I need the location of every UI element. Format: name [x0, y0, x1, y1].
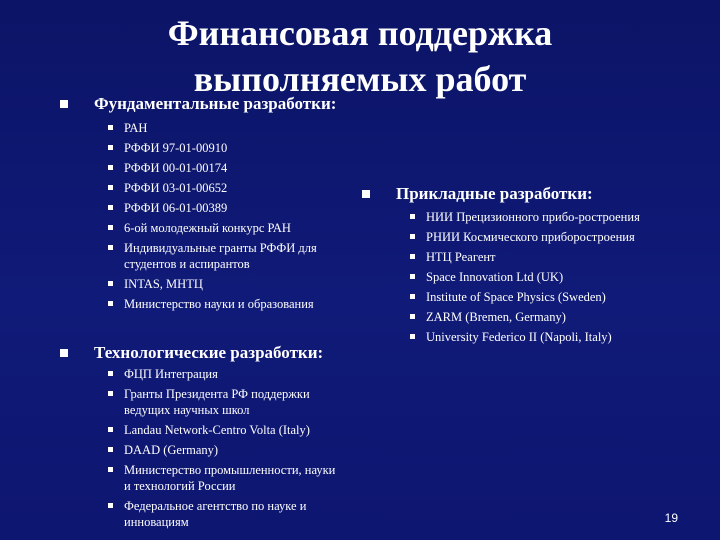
square-bullet-icon — [108, 125, 113, 130]
technological-heading-text: Технологические разработки: — [94, 343, 324, 362]
list-item-text: ZARM (Bremen, Germany) — [426, 310, 566, 324]
list-item — [426, 269, 696, 285]
list-item — [426, 209, 696, 225]
square-bullet-icon — [108, 225, 113, 230]
square-bullet-icon — [410, 214, 415, 219]
list-item — [124, 498, 344, 530]
list-item-text: INTAS, МНТЦ — [124, 277, 203, 291]
square-bullet-icon — [108, 371, 113, 376]
list-item-text: ФЦП Интеграция — [124, 367, 218, 381]
square-bullet-icon — [410, 234, 415, 239]
square-bullet-icon — [108, 427, 113, 432]
list-item — [124, 276, 349, 292]
list-item-text: НТЦ Реагент — [426, 250, 496, 264]
list-item-text: РФФИ 06-01-00389 — [124, 201, 228, 215]
slide-title — [120, 10, 600, 102]
list-item — [426, 309, 696, 325]
square-bullet-icon — [60, 349, 68, 357]
list-item-text: Гранты Президента РФ поддержки ведущих научных школ — [124, 387, 310, 417]
page-number: 19 — [664, 511, 678, 525]
list-item-text: Индивидуальные гранты РФФИ для студентов и аспирантов — [124, 241, 317, 271]
square-bullet-icon — [108, 301, 113, 306]
list-item-text: Министерство промышленности, науки и технологий России — [124, 463, 336, 493]
square-bullet-icon — [60, 100, 68, 108]
list-item-text: 6-ой молодежный конкурс РАН — [124, 221, 291, 235]
list-item-text: DAAD (Germany) — [124, 443, 219, 457]
list-item — [124, 160, 349, 176]
list-item-text: Федеральное агентство по науке и инновациям — [124, 499, 307, 529]
square-bullet-icon — [362, 190, 370, 198]
list-item-text: РНИИ Космического приборостроения — [426, 230, 635, 244]
square-bullet-icon — [410, 254, 415, 259]
square-bullet-icon — [410, 314, 415, 319]
square-bullet-icon — [108, 281, 113, 286]
slide-title-line2: выполняемых работ — [193, 59, 527, 99]
list-item — [426, 329, 696, 345]
technological-list — [124, 366, 344, 534]
list-item — [124, 442, 344, 458]
square-bullet-icon — [108, 165, 113, 170]
list-item-text: РФФИ 03-01-00652 — [124, 181, 228, 195]
square-bullet-icon — [108, 205, 113, 210]
list-item-text: University Federico II (Napoli, Italy) — [426, 330, 612, 344]
square-bullet-icon — [108, 185, 113, 190]
list-item-text: РАН — [124, 121, 148, 135]
list-item-text: РФФИ 97-01-00910 — [124, 141, 228, 155]
list-item-text: Министерство науки и образования — [124, 297, 314, 311]
list-item — [124, 180, 349, 196]
list-item — [124, 240, 349, 272]
square-bullet-icon — [410, 274, 415, 279]
slide-title-line1: Финансовая поддержка — [167, 13, 553, 53]
square-bullet-icon — [410, 294, 415, 299]
list-item — [124, 200, 349, 216]
square-bullet-icon — [108, 245, 113, 250]
square-bullet-icon — [108, 391, 113, 396]
square-bullet-icon — [108, 503, 113, 508]
fundamental-heading-text: Фундаментальные разработки: — [94, 94, 337, 113]
list-item-text: Institute of Space Physics (Sweden) — [426, 290, 606, 304]
list-item — [124, 140, 349, 156]
list-item — [124, 386, 344, 418]
applied-heading — [396, 184, 593, 204]
list-item — [124, 422, 344, 438]
list-item — [426, 289, 696, 305]
square-bullet-icon — [410, 334, 415, 339]
list-item — [124, 296, 349, 312]
list-item — [124, 366, 344, 382]
square-bullet-icon — [108, 467, 113, 472]
list-item-text: РФФИ 00-01-00174 — [124, 161, 228, 175]
list-item — [124, 220, 349, 236]
list-item — [124, 462, 344, 494]
square-bullet-icon — [108, 447, 113, 452]
list-item-text: НИИ Прецизионного прибо-ростроения — [426, 210, 640, 224]
list-item — [124, 120, 349, 136]
list-item — [426, 229, 696, 245]
list-item-text: Landau Network-Centro Volta (Italy) — [124, 423, 310, 437]
list-item-text: Space Innovation Ltd (UK) — [426, 270, 564, 284]
fundamental-heading — [94, 94, 336, 114]
applied-heading-text: Прикладные разработки: — [396, 184, 593, 203]
list-item — [426, 249, 696, 265]
applied-list — [426, 209, 696, 349]
technological-heading — [94, 343, 323, 363]
fundamental-list — [124, 120, 349, 316]
square-bullet-icon — [108, 145, 113, 150]
